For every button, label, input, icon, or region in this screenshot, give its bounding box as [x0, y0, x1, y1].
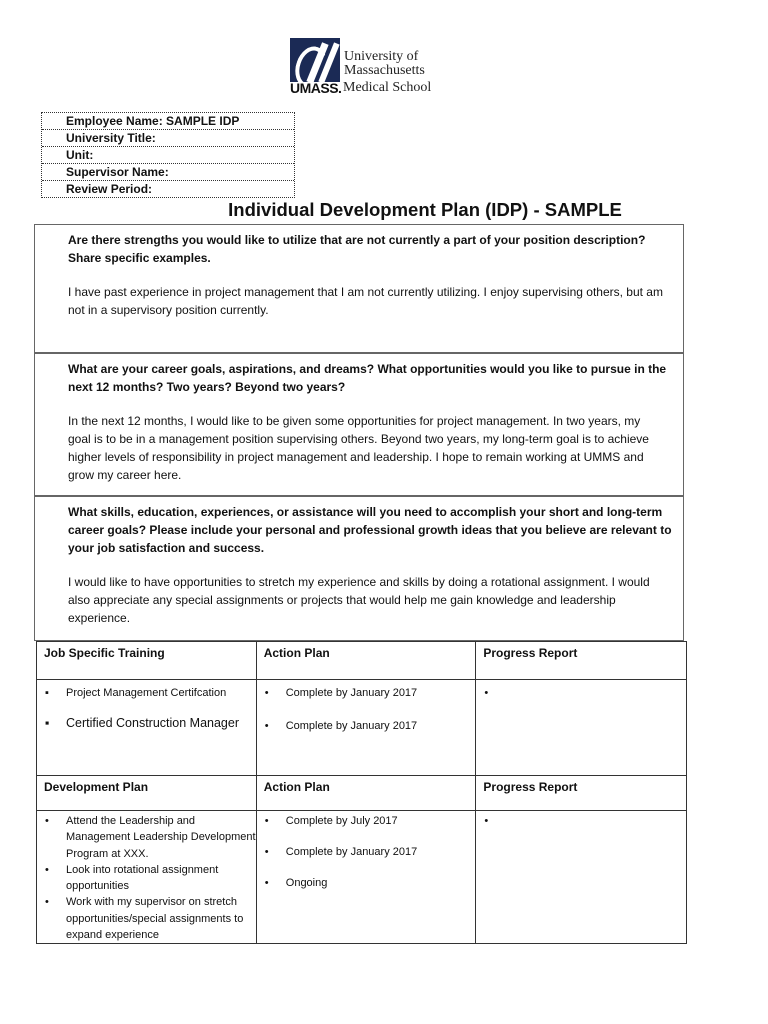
supervisor-name-field[interactable]: Supervisor Name:: [42, 164, 294, 181]
list-item: • Complete by January 2017: [257, 719, 476, 733]
progress-cell[interactable]: [476, 811, 687, 944]
progress-cell[interactable]: [476, 680, 687, 776]
umass-logo: [288, 36, 448, 98]
unit-field[interactable]: Unit:: [42, 147, 294, 164]
action-cell[interactable]: [256, 680, 476, 776]
training-header: Job Specific Training: [37, 642, 257, 680]
skills-needed-section: [34, 496, 684, 641]
logo-medical-school: Medical School: [343, 80, 432, 95]
development-table: [36, 775, 687, 944]
logo-umass-wordmark: UMASS.: [290, 80, 342, 96]
career-goals-section: [34, 353, 684, 496]
list-item: • Complete by January 2017: [257, 686, 476, 700]
action-plan-header: Action Plan: [256, 776, 476, 811]
action-cell[interactable]: [256, 811, 476, 944]
progress-report-header: Progress Report: [476, 642, 687, 680]
section-question: What skills, education, experiences, or assistance will you need to accomplish your short and long-term career goals? Please include your personal and professional growth ideas that you believe are relevant to your job satisfaction and success.: [68, 505, 672, 555]
training-cell[interactable]: [37, 680, 257, 776]
section-question: Are there strengths you would like to utilize that are not currently a part of your position description? Share specific examples.: [68, 233, 646, 265]
umass-logo-mark-icon: [290, 38, 340, 82]
list-item: • Attend the Leadership and Management Leadership Development Program at XXX.: [37, 813, 256, 862]
section-answer[interactable]: I would like to have opportunities to stretch my experience and skills by doing a rotational assignment. I would also appreciate any special assignments or projects that would help me gain knowledge and leadership experience.: [68, 575, 650, 625]
employee-info-box: [41, 112, 295, 198]
list-item: • Complete by January 2017: [257, 844, 476, 860]
section-answer[interactable]: I have past experience in project management that I am not currently utilizing. I enjoy supervising others, but am not in a supervisory position currently.: [68, 285, 663, 317]
list-item: • Look into rotational assignment opportunities: [37, 862, 256, 895]
development-plan-header: Development Plan: [37, 776, 257, 811]
section-answer[interactable]: In the next 12 months, I would like to be given some opportunities for project management. In two years, my goal is to be in a management position supervising others. Beyond two years, my long-term goal is to achieve higher levels of responsibility in project management and leadership. I hope to remain working at UMMS and grow my career here.: [68, 414, 649, 482]
list-item: • Complete by July 2017: [257, 813, 476, 829]
review-period-field[interactable]: Review Period:: [66, 182, 153, 196]
list-item: • Ongoing: [257, 875, 476, 891]
list-item: ▪ Project Management Certifcation: [37, 686, 256, 700]
list-item: • Work with my supervisor on stretch opportunities/special assignments to expand experience: [37, 894, 256, 943]
strengths-section: [34, 224, 684, 353]
logo-university-name: University of Massachusetts: [344, 49, 425, 78]
training-table: [36, 641, 687, 776]
action-plan-header: Action Plan: [256, 642, 476, 680]
employee-name-field[interactable]: Employee Name: SAMPLE IDP: [42, 113, 294, 130]
list-item: ▪ Certified Construction Manager: [37, 714, 256, 732]
university-title-field[interactable]: University Title:: [42, 130, 294, 147]
section-question: What are your career goals, aspirations, and dreams? What opportunities would you like to pursue in the next 12 months? Two years? Beyond two years?: [68, 362, 667, 394]
progress-report-header: Progress Report: [476, 776, 687, 811]
development-plan-cell[interactable]: [37, 811, 257, 944]
page-title: Individual Development Plan (IDP) - SAMPLE: [228, 199, 622, 220]
